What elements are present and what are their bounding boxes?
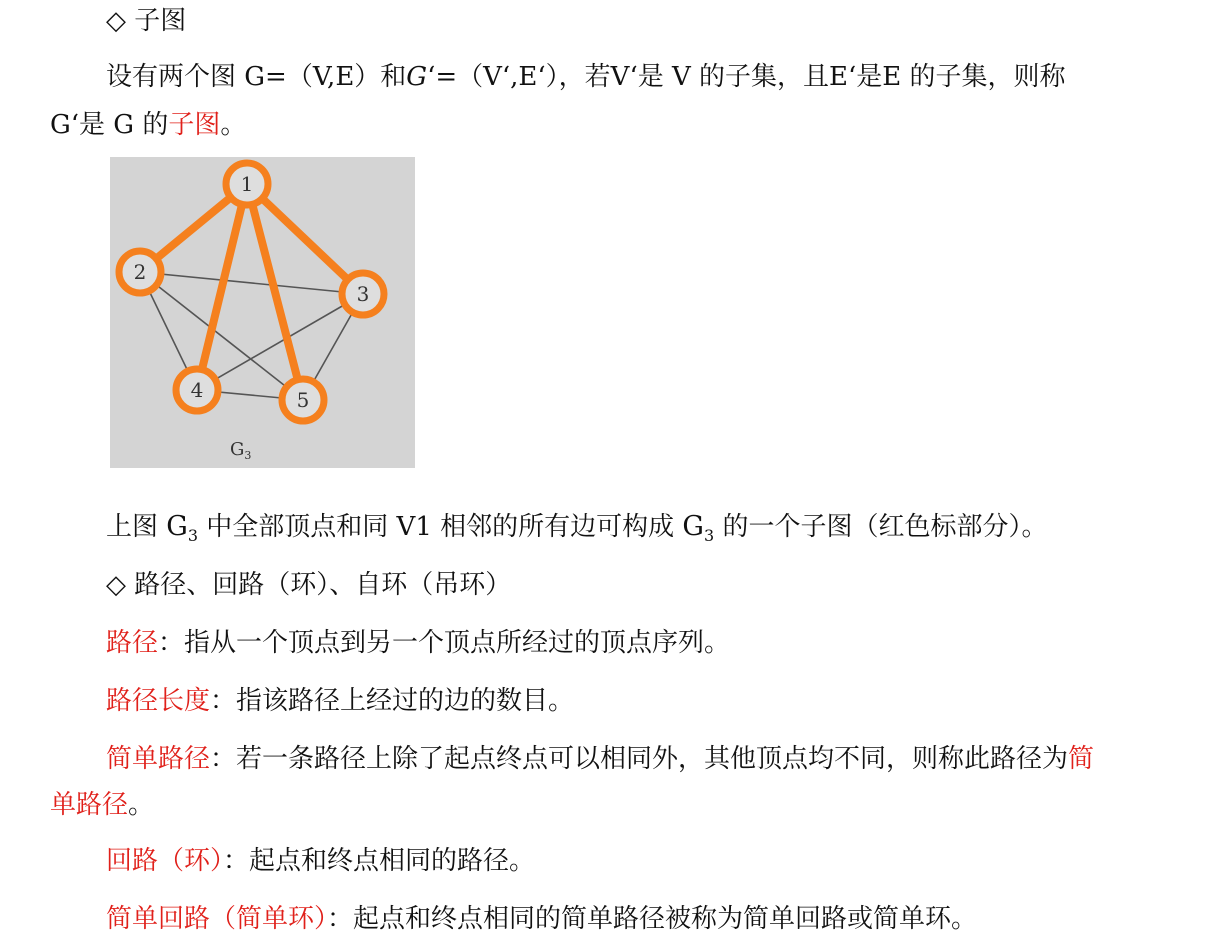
graph-edge-2-3 <box>140 272 363 294</box>
subgraph-def-end: 。 <box>220 110 247 140</box>
definition-simple-cycle: 简单回路（简单环）：起点和终点相同的简单路径被称为简单回路或简单环。 <box>106 904 978 934</box>
graph-node-label-5: 5 <box>296 388 310 412</box>
graph-edge-highlight-1-5 <box>247 184 303 400</box>
g3-symbol: $G_3$ <box>682 511 715 545</box>
term-simple-cycle: 简单回路（简单环） <box>106 904 328 934</box>
term-subgraph: 子图 <box>168 110 221 140</box>
graph-node-label-3: 3 <box>356 282 370 306</box>
gprime-symbol: G <box>406 62 428 92</box>
term-path: 路径 <box>106 628 159 658</box>
subgraph-def-text: 设有两个图 G=（V,E）和 <box>106 62 407 92</box>
subgraph-def-text: ‘=（V‘,E‘），若V‘是 V 的子集，且E‘是E 的子集，则称 <box>427 62 1066 92</box>
graph-node-label-4: 4 <box>190 378 204 402</box>
section-heading-path: ◇ 路径、回路（环）、自环（吊环） <box>106 570 512 600</box>
g3-symbol: $G_3$ <box>166 511 199 545</box>
definition-path-length: 路径长度：指该路径上经过的边的数目。 <box>106 686 575 716</box>
section-heading-subgraph: ◇ 子图 <box>106 6 187 36</box>
subgraph-def-text: G‘是 G 的 <box>50 110 169 140</box>
graph-node-label-2: 2 <box>133 260 147 284</box>
subgraph-definition-line1 <box>50 58 1220 96</box>
figure-label: $G_3$ <box>230 439 252 462</box>
term-path-length: 路径长度 <box>106 686 211 716</box>
graph-figure-g3 <box>110 157 415 468</box>
graph-svg <box>110 157 415 468</box>
figure-caption: 上图 $G_3$ 中全部顶点和同 V1 相邻的所有边可构成 $G_3$ 的一个子图（红色标部分）。 <box>106 511 1048 545</box>
definition-path: 路径：指从一个顶点到另一个顶点所经过的顶点序列。 <box>106 628 731 658</box>
definition-cycle: 回路（环）：起点和终点相同的路径。 <box>106 846 536 876</box>
definition-simple-path-line2: 单路径。 <box>50 790 155 820</box>
subgraph-definition-line2 <box>50 106 1175 144</box>
term-simple-path: 简单路径 <box>106 744 211 774</box>
term-cycle: 回路（环） <box>106 846 224 876</box>
graph-node-label-1: 1 <box>240 172 254 196</box>
definition-simple-path-line1: 简单路径：若一条路径上除了起点终点可以相同外，其他顶点均不同，则称此路径为简 <box>106 744 1095 774</box>
